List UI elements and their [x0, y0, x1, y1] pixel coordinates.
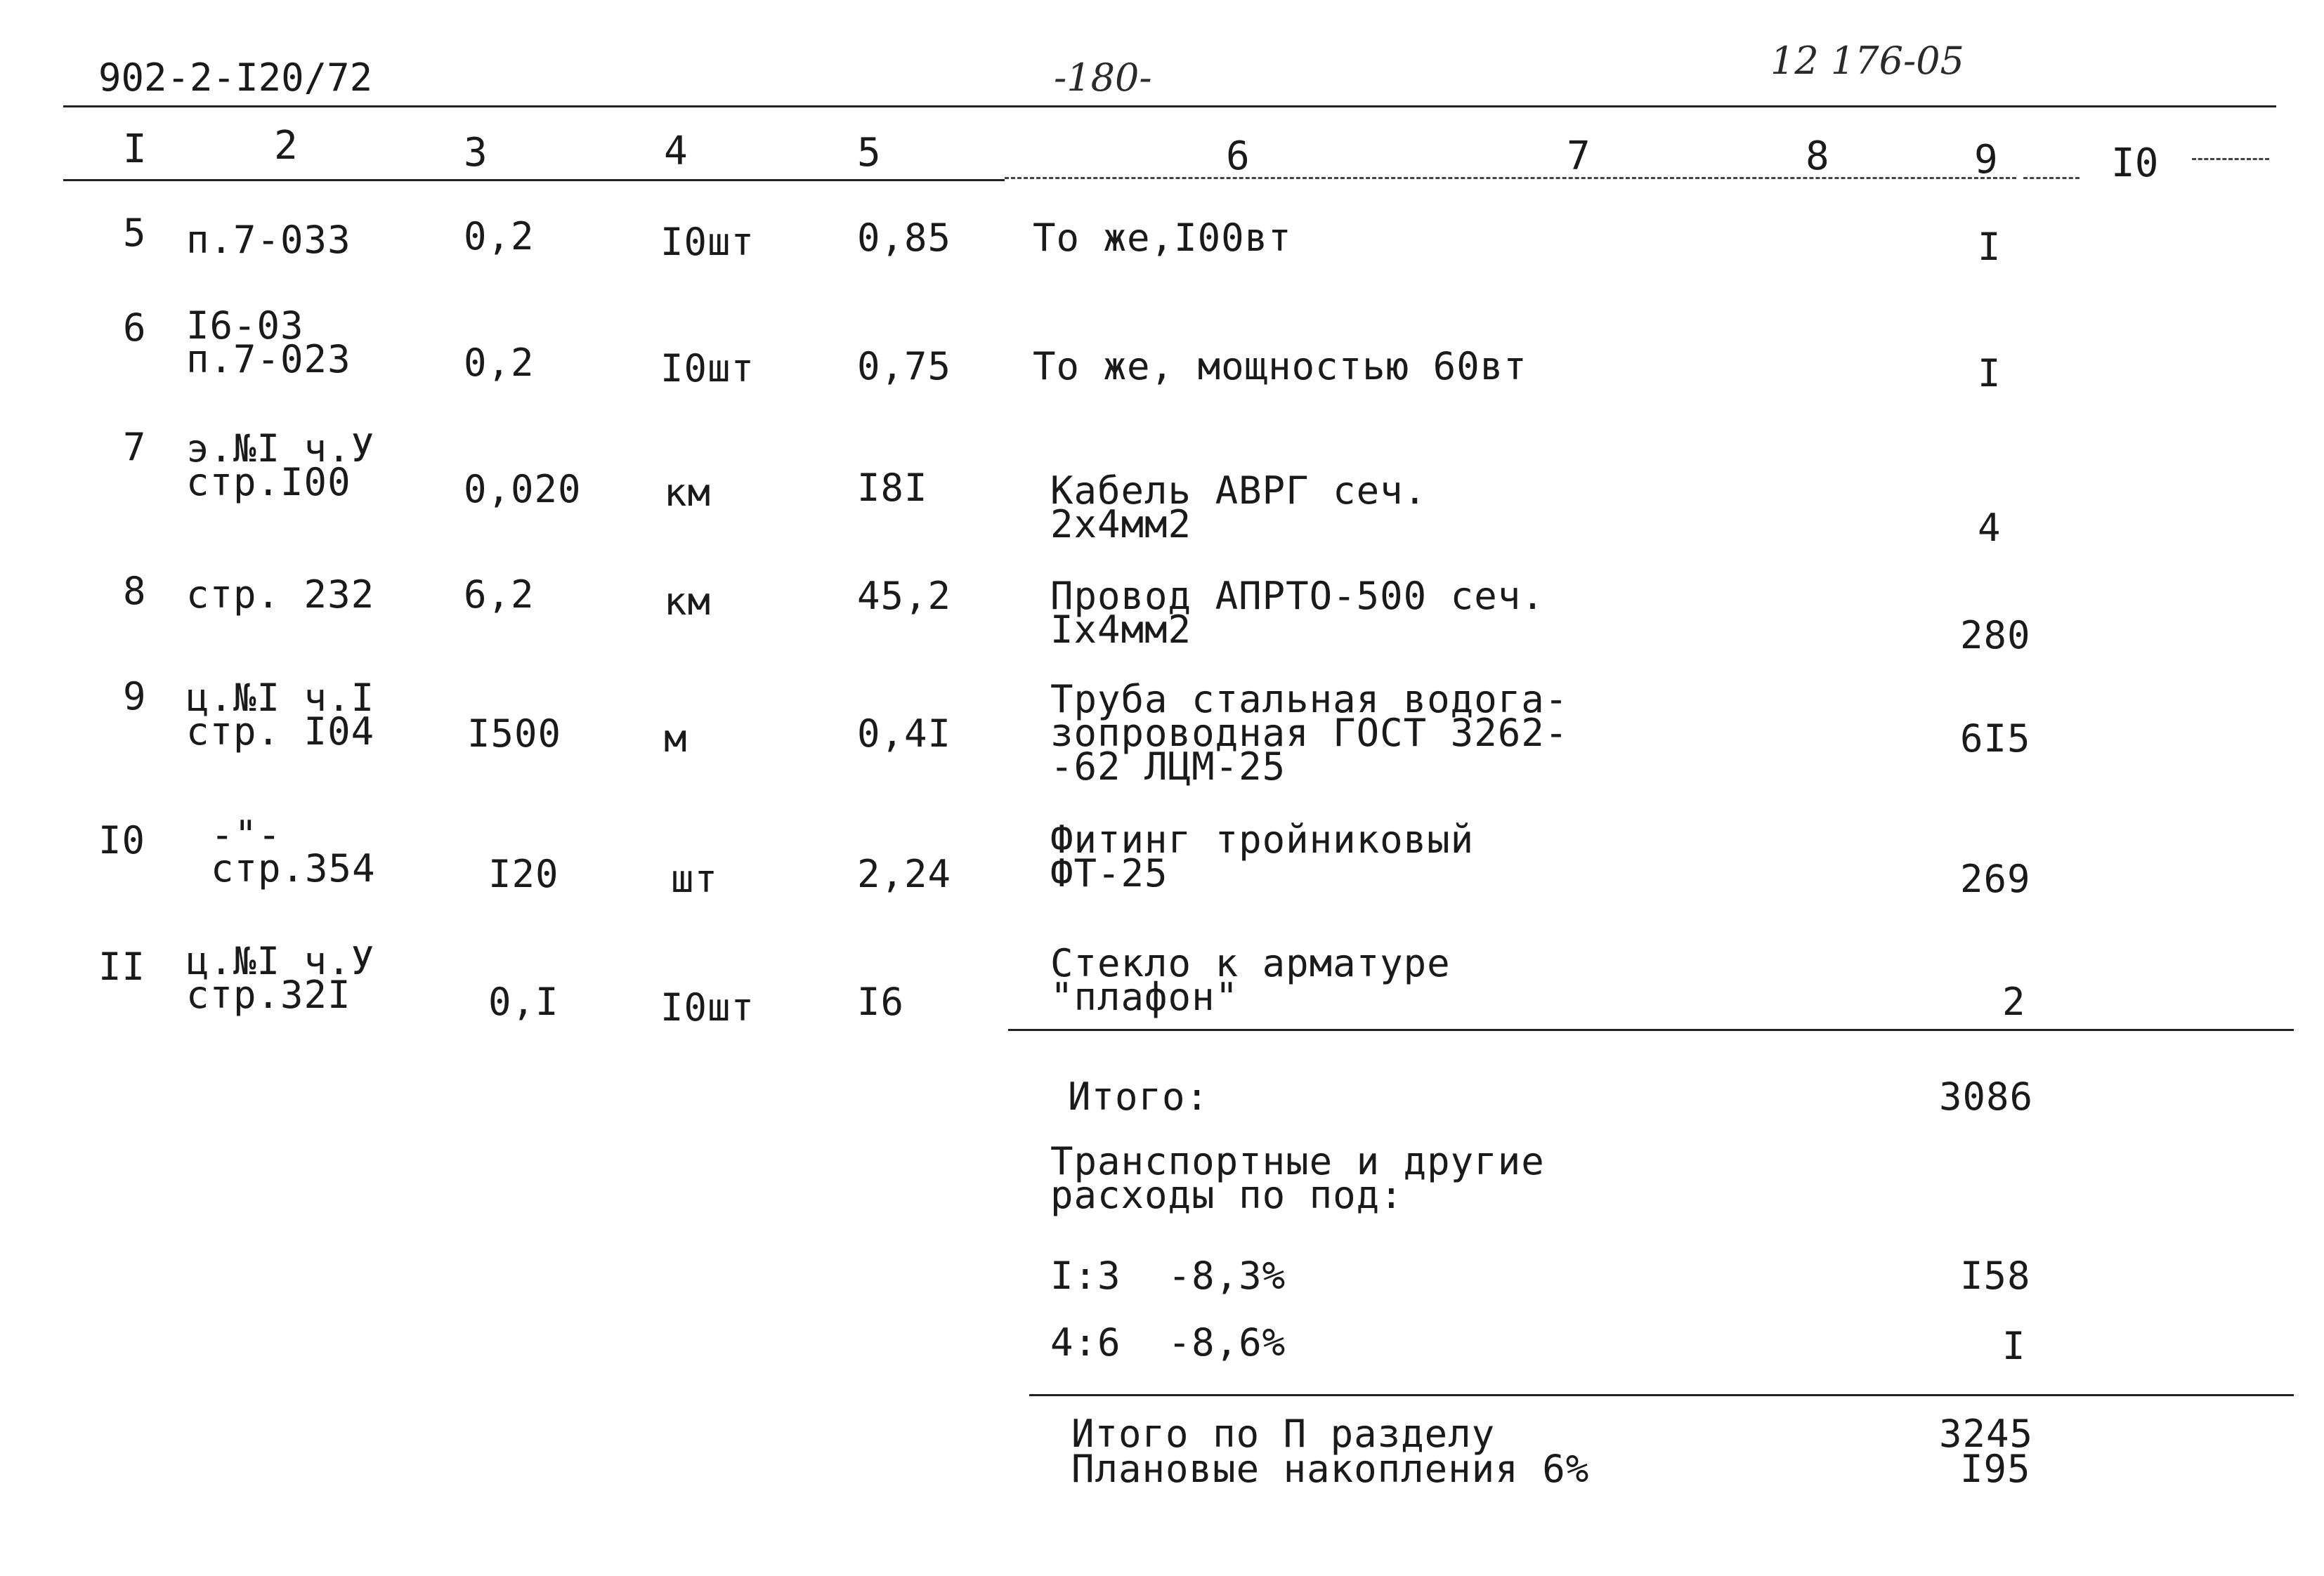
- row-10-total: 269: [1960, 857, 2031, 901]
- column-number-2: 2: [274, 123, 298, 169]
- row-11-reference: ц.№I ч.У стр.32I: [186, 939, 375, 1017]
- row-10-reference: -"- стр.354: [211, 813, 376, 891]
- section-total-label: Итого по П разделу: [1071, 1412, 1496, 1456]
- planned-savings-label: Плановые накопления 6%: [1071, 1447, 1590, 1491]
- row-6-price: 0,75: [857, 344, 952, 388]
- row-9-quantity: I500: [467, 711, 562, 756]
- column-number-5: 5: [857, 130, 881, 176]
- row-9-reference: ц.№I ч.I стр. I04: [186, 676, 375, 754]
- column-number-4: 4: [664, 129, 688, 174]
- row-7-description: Кабель АВРГ сеч. 2х4мм2: [1050, 468, 1428, 546]
- column-number-8: 8: [1806, 133, 1829, 179]
- row-9-number: 9: [123, 674, 147, 718]
- row-9-description: Труба стальная водога- зопроводная ГОСТ 3262- -62 ЛЦМ-25: [1050, 677, 1569, 789]
- section-total-rule: [1029, 1394, 2294, 1396]
- row-6-number: 6: [123, 306, 147, 350]
- row-5-total: I: [1978, 225, 2002, 269]
- row-10-unit: шт: [671, 857, 719, 901]
- rate-2-label: 4:6 -8,6%: [1050, 1320, 1286, 1365]
- row-6-quantity: 0,2: [464, 341, 535, 385]
- header-bottom-rule: [63, 179, 1005, 181]
- row-11-total: 2: [2002, 980, 2026, 1024]
- subtotal-rule: [1008, 1029, 2294, 1031]
- row-8-reference: стр. 232: [186, 572, 375, 617]
- rate-2-value: I: [2002, 1324, 2026, 1368]
- row-5-reference: п.7-033: [186, 218, 351, 262]
- rate-1-label: I:3 -8,3%: [1050, 1254, 1286, 1298]
- planned-savings-value: I95: [1960, 1447, 2031, 1491]
- row-11-number: II: [98, 945, 146, 989]
- row-7-price: I8I: [857, 466, 928, 510]
- row-10-price: 2,24: [857, 852, 952, 896]
- column-number-1: I: [123, 126, 147, 172]
- row-11-description: Стекло к арматуре "плафон": [1050, 941, 1451, 1019]
- row-6-description: То же, мощностью 60вт: [1033, 344, 1527, 388]
- column-number-dash-line: [1005, 177, 2016, 179]
- column-number-3: 3: [464, 130, 488, 176]
- itogo-label: Итого:: [1068, 1075, 1210, 1119]
- row-11-price: I6: [857, 980, 905, 1024]
- row-7-quantity: 0,020: [464, 467, 582, 511]
- row-5-number: 5: [123, 211, 147, 255]
- section-total-value: 3245: [1939, 1412, 2034, 1456]
- row-7-number: 7: [123, 425, 147, 469]
- row-7-total: 4: [1978, 506, 2002, 550]
- row-9-total: 6I5: [1960, 716, 2031, 761]
- row-8-unit: км: [664, 579, 712, 624]
- row-6-unit: I0шт: [660, 346, 755, 390]
- row-5-quantity: 0,2: [464, 214, 535, 258]
- row-10-quantity: I20: [488, 852, 559, 896]
- row-9-price: 0,4I: [857, 711, 952, 756]
- row-7-unit: км: [664, 471, 712, 515]
- handwritten-reference: 12 176-05: [1770, 39, 1964, 83]
- row-11-unit: I0шт: [660, 985, 755, 1030]
- row-5-description: То же,I00вт: [1033, 216, 1292, 260]
- column-number-9: 9: [1974, 137, 1998, 183]
- row-6-reference: I6-03 п.7-023: [186, 303, 351, 381]
- header-top-rule: [63, 105, 2276, 107]
- column-number-6: 6: [1226, 133, 1250, 179]
- row-7-reference: э.№I ч.У стр.I00: [186, 426, 375, 504]
- row-10-number: I0: [98, 818, 146, 862]
- column-number-7: 7: [1567, 133, 1591, 179]
- row-5-unit: I0шт: [660, 220, 755, 264]
- row-10-description: Фитинг тройниковый ФТ-25: [1050, 817, 1475, 895]
- transport-label: Транспортные и другие расходы по под:: [1050, 1139, 1545, 1217]
- row-8-price: 45,2: [857, 574, 952, 618]
- document-code: 902-2-I20/72: [98, 55, 373, 100]
- row-11-quantity: 0,I: [488, 980, 559, 1024]
- column-number-10: I0: [2111, 140, 2159, 186]
- row-9-unit: м: [664, 716, 688, 761]
- column-number-dash-tail: [2023, 177, 2080, 179]
- row-6-total: I: [1978, 351, 2002, 395]
- row-5-price: 0,85: [857, 216, 952, 260]
- column-number-dash-end: [2192, 158, 2269, 160]
- row-8-quantity: 6,2: [464, 572, 535, 617]
- itogo-value: 3086: [1939, 1075, 2034, 1119]
- row-8-description: Провод АПРТО-500 сеч. Iх4мм2: [1050, 574, 1545, 652]
- rate-1-value: I58: [1960, 1254, 2031, 1298]
- row-8-number: 8: [123, 569, 147, 613]
- row-8-total: 280: [1960, 613, 2031, 657]
- page-number: -180-: [1054, 55, 1152, 100]
